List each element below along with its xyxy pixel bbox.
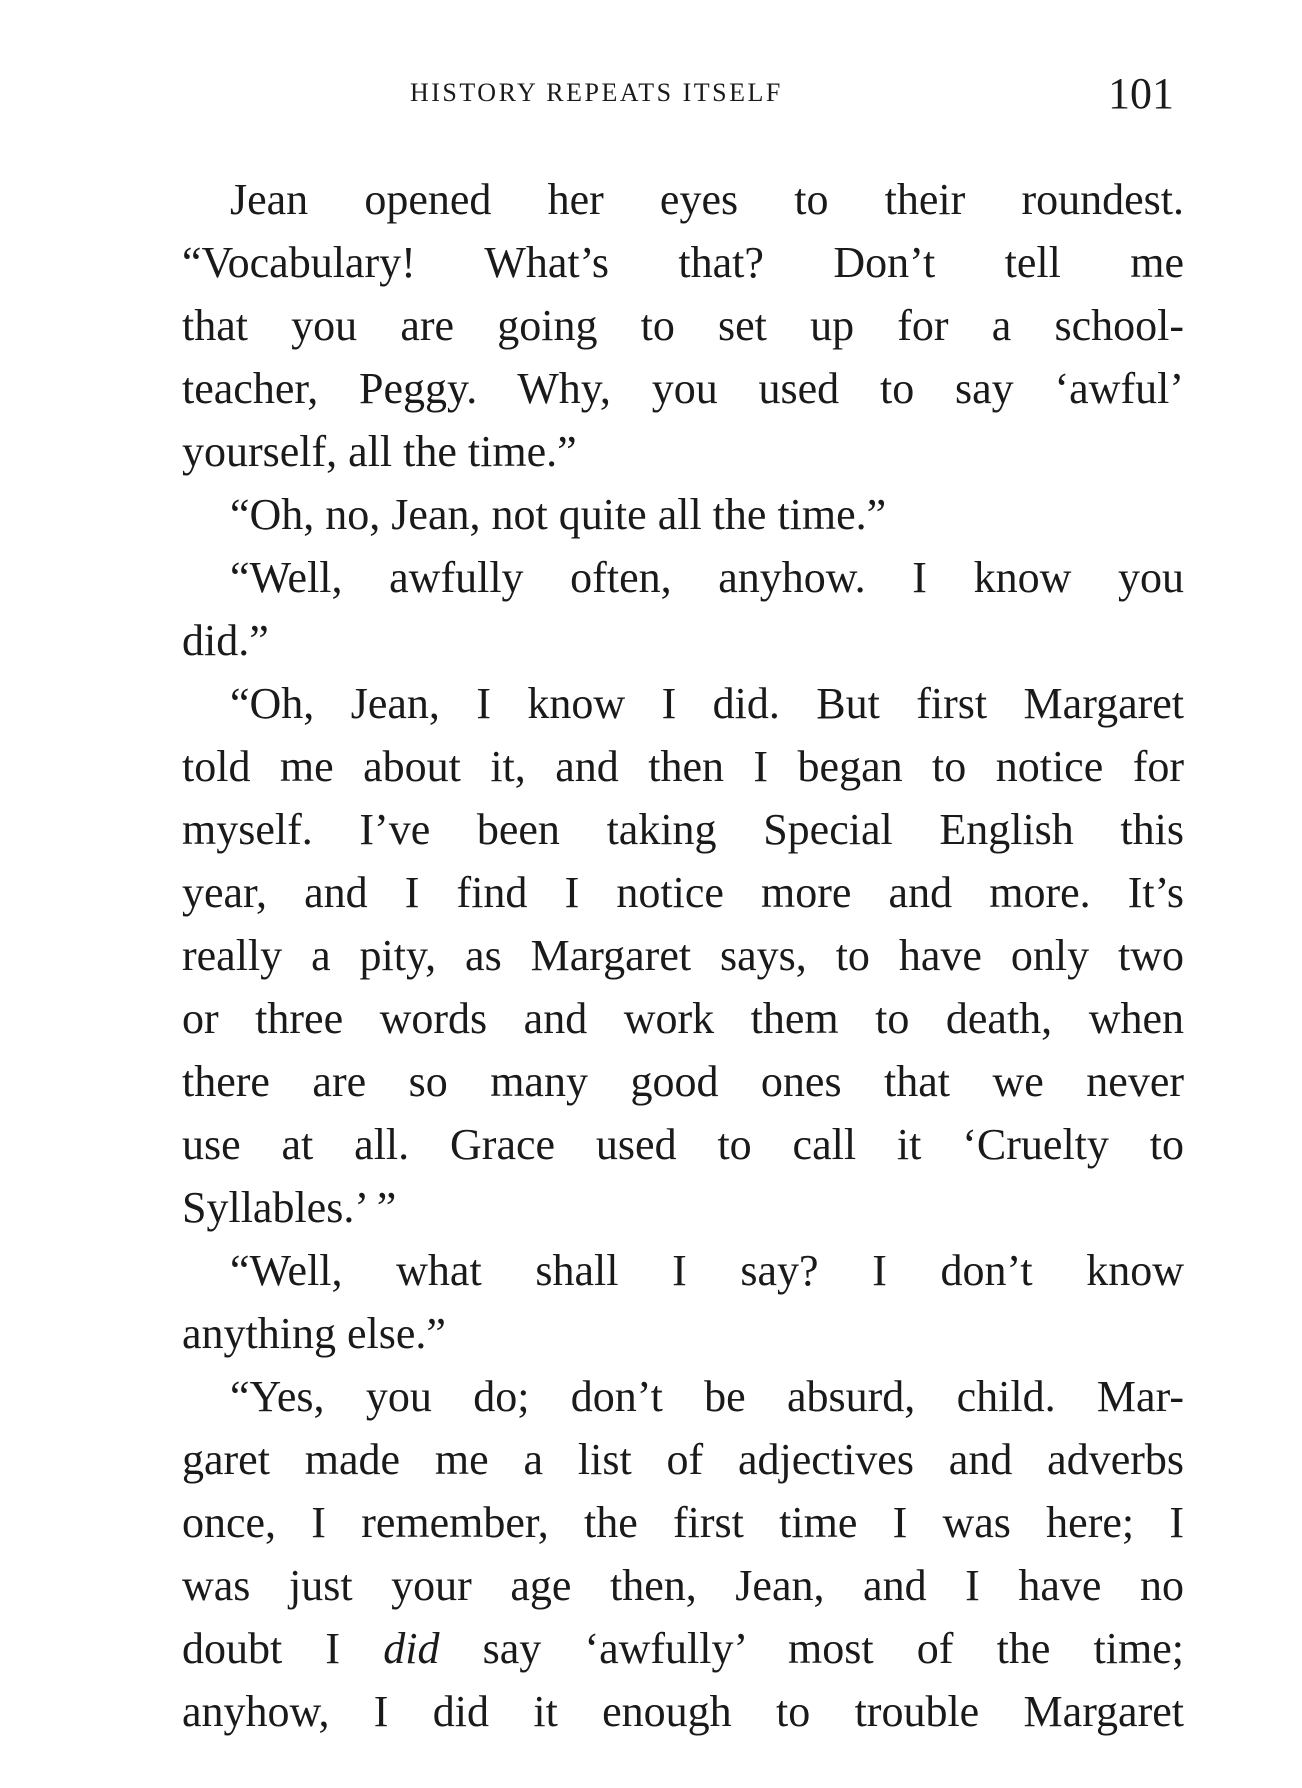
text-fragment: say ‘awfully’ most of the time; xyxy=(439,1624,1184,1673)
text-line: or three words and work them to death, when xyxy=(182,994,1184,1043)
text-line: once, I remember, the first time I was here; I xyxy=(182,1498,1184,1547)
text-line: there are so many good ones that we never xyxy=(182,1057,1184,1106)
italic-emphasis: did xyxy=(383,1624,440,1673)
text-line: anyhow, I did it enough to trouble Margaret xyxy=(182,1687,1184,1736)
text-line: anything else.” xyxy=(182,1309,446,1358)
text-line: “Vocabulary! What’s that? Don’t tell me xyxy=(182,238,1184,287)
body-text xyxy=(182,168,1184,1743)
text-line: really a pity, as Margaret says, to have only two xyxy=(182,931,1184,980)
text-line: yourself, all the time.” xyxy=(182,427,577,476)
text-fragment: doubt I xyxy=(182,1624,384,1673)
text-line: “Oh, no, Jean, not quite all the time.” xyxy=(230,490,887,539)
page-number: 101 xyxy=(1108,69,1174,118)
text-line: “Well, what shall I say? I don’t know xyxy=(230,1246,1184,1295)
running-head: HISTORY REPEATS ITSELF xyxy=(410,78,783,107)
text-line: year, and I find I notice more and more. It’s xyxy=(182,868,1184,917)
text-line: teacher, Peggy. Why, you used to say ‘awful’ xyxy=(182,364,1184,413)
text-line: use at all. Grace used to call it ‘Cruelty to xyxy=(182,1120,1184,1169)
text-line: Syllables.’ ” xyxy=(182,1183,397,1232)
text-line: told me about it, and then I began to notice for xyxy=(182,742,1184,791)
text-line xyxy=(182,1617,1184,1680)
text-line: “Oh, Jean, I know I did. But first Margaret xyxy=(230,679,1184,728)
text-line: “Yes, you do; don’t be absurd, child. Mar- xyxy=(230,1372,1184,1421)
text-line: that you are going to set up for a school- xyxy=(182,301,1184,350)
text-line: “Well, awfully often, anyhow. I know you xyxy=(230,553,1184,602)
text-line: did.” xyxy=(182,616,269,665)
text-line: myself. I’ve been taking Special English this xyxy=(182,805,1184,854)
text-line: garet made me a list of adjectives and adverbs xyxy=(182,1435,1184,1484)
text-line: Jean opened her eyes to their roundest. xyxy=(230,175,1184,224)
text-line: was just your age then, Jean, and I have no xyxy=(182,1561,1184,1610)
